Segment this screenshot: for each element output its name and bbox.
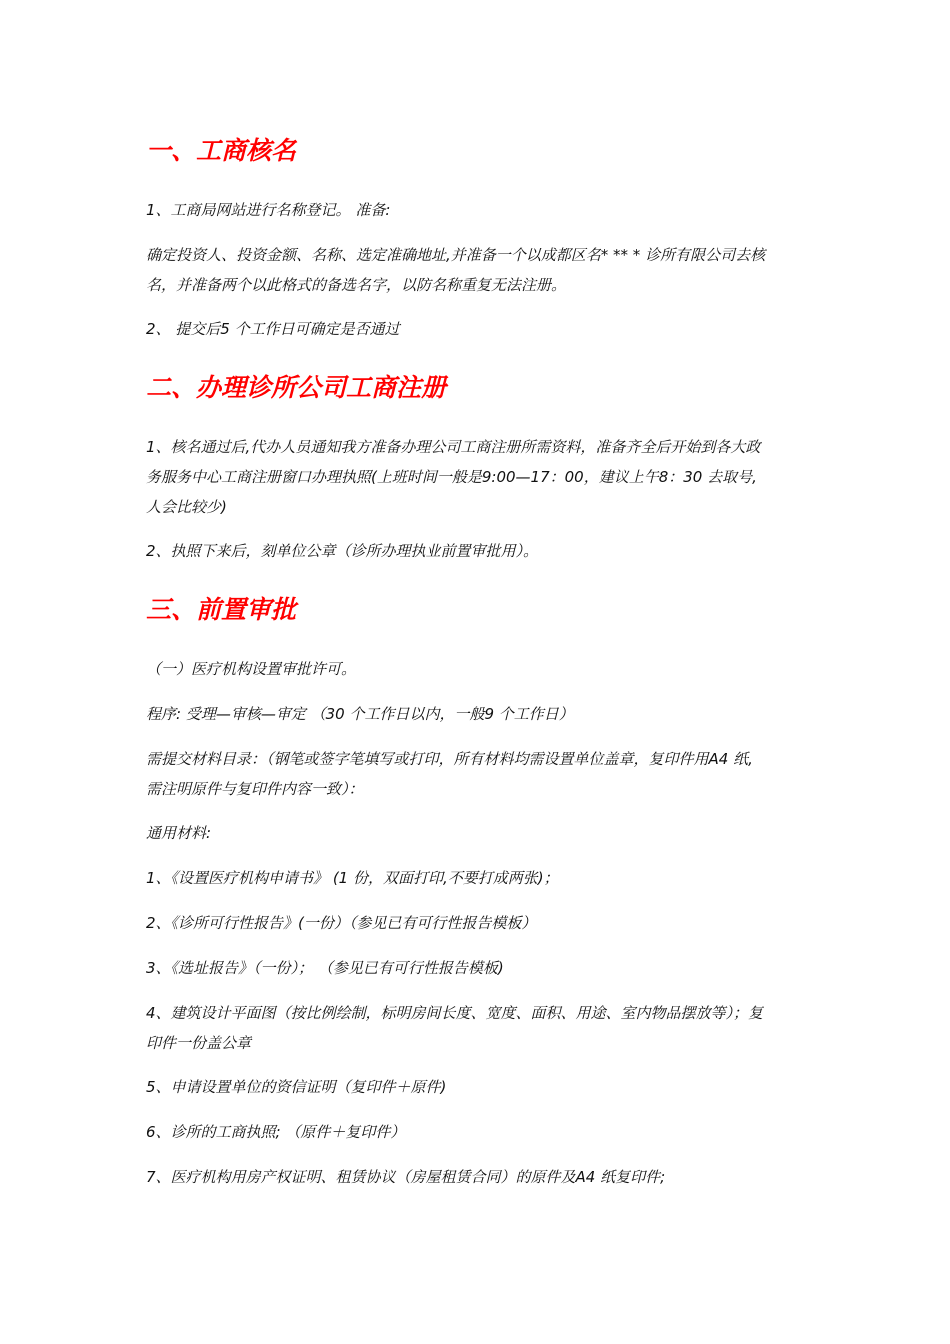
section-1-paragraph-2 (146, 240, 811, 300)
text-line: 2、执照下来后，刻单位公章（诊所办理执业前置审批用）。 (146, 542, 539, 560)
text-line: 需提交材料目录：（钢笔或签字笔填写或打印，所有材料均需设置单位盖章，复印件用A4 纸, (146, 750, 753, 768)
section-3-paragraph-9 (146, 1072, 811, 1102)
text-line: （一）医疗机构设置审批许可。 (146, 660, 357, 678)
section-3-heading: 三、前置审批 (146, 595, 297, 624)
section-3-paragraph-7 (146, 953, 811, 983)
text-line: 2、 提交后5 个工作日可确定是否通过 (146, 320, 400, 338)
section-3-paragraph-4 (146, 818, 811, 848)
text-line: 通用材料: (146, 824, 212, 842)
section-3-paragraph-8 (146, 998, 811, 1058)
section-3-paragraph-10 (146, 1117, 811, 1147)
text-line: 3、《选址报告》（一份）； （参见已有可行性报告模板) (146, 959, 504, 977)
section-3-paragraph-5 (146, 863, 811, 893)
text-line: 人会比较少) (146, 498, 227, 516)
text-line: 印件一份盖公章 (146, 1034, 252, 1052)
section-3-paragraph-6 (146, 908, 811, 938)
text-line: 5、申请设置单位的资信证明（复印件＋原件) (146, 1078, 447, 1096)
text-line: 1、工商局网站进行名称登记。 准备: (146, 201, 391, 219)
text-line: 2、《诊所可行性报告》(一份）（参见已有可行性报告模板） (146, 914, 537, 932)
text-line: 程序: 受理—审核—审定 （30 个工作日以内，一般9 个工作日） (146, 705, 574, 723)
section-1-paragraph-3 (146, 314, 811, 344)
text-line: 1、核名通过后,代办人员通知我方准备办理公司工商注册所需资料，准备齐全后开始到各大政 (146, 438, 761, 456)
section-3-paragraph-2 (146, 699, 811, 729)
section-2-paragraph-2 (146, 536, 811, 566)
section-3-paragraph-11 (146, 1162, 811, 1192)
text-line: 7、医疗机构用房产权证明、租赁协议（房屋租赁合同）的原件及A4 纸复印件; (146, 1168, 666, 1186)
section-2-heading: 二、办理诊所公司工商注册 (146, 373, 447, 402)
text-line: 需注明原件与复印件内容一致）： (146, 780, 364, 798)
text-line: 务服务中心工商注册窗口办理执照(上班时间一般是9:00—17：00，建议上午8：30 去取号, (146, 468, 757, 486)
section-1-paragraph-1 (146, 195, 811, 225)
section-2-paragraph-1 (146, 432, 811, 522)
section-1-heading: 一、工商核名 (146, 136, 297, 165)
text-line: 名，并准备两个以此格式的备选名字，以防名称重复无法注册。 (146, 276, 567, 294)
section-3-paragraph-1 (146, 654, 811, 684)
text-line: 4、建筑设计平面图（按比例绘制，标明房间长度、宽度、面积、用途、室内物品摆放等）；复 (146, 1004, 764, 1022)
text-line: 1、《设置医疗机构申请书》 (1 份，双面打印,不要打成两张)； (146, 869, 559, 887)
text-line: 确定投资人、投资金额、名称、选定准确地址,并准备一个以成都区名* ** * 诊所有限公司去核 (146, 246, 766, 264)
text-line: 6、诊所的工商执照; （原件＋复印件） (146, 1123, 406, 1141)
section-3-paragraph-3 (146, 744, 811, 804)
